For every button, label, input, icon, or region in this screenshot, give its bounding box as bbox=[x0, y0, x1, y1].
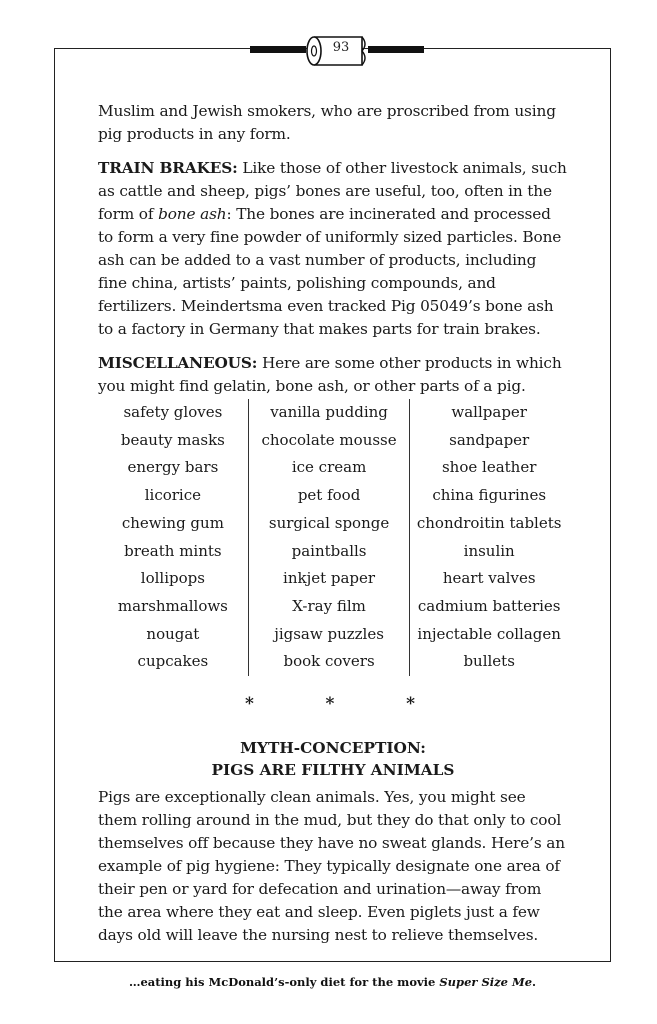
product-item: cupcakes bbox=[137, 652, 209, 671]
section-separator bbox=[245, 694, 415, 714]
product-item: book covers bbox=[283, 652, 375, 671]
products-column-2 bbox=[249, 399, 411, 676]
product-item: breath mints bbox=[124, 541, 222, 560]
product-item: sandpaper bbox=[449, 430, 530, 449]
myth-heading-line-2: PIGS ARE FILTHY ANIMALS bbox=[211, 761, 455, 779]
asterisk: * bbox=[245, 694, 254, 714]
myth-paragraph: Pigs are exceptionally clean animals. Yes, you might see them rolling around in the mud, but they do that only to cool themselves off because they have no sweat glands. Here’s an example of pig hygiene: They typically designate one area of their pen or yard for defecation and urination—away from the area where they eat and sleep. Even piglets just a few days old will leave the nursing nest to relieve themselves. bbox=[98, 788, 565, 944]
header-rule-right bbox=[368, 46, 424, 53]
product-item: nougat bbox=[146, 624, 200, 643]
intro-paragraph: Muslim and Jewish smokers, who are proscribed from using pig products in any form. bbox=[98, 102, 556, 143]
product-item: china figurines bbox=[432, 486, 547, 505]
train-brakes-heading: TRAIN BRAKES: bbox=[98, 159, 238, 177]
train-brakes-paragraph bbox=[98, 157, 568, 341]
product-item: ice cream bbox=[291, 458, 367, 477]
product-item: cadmium batteries bbox=[417, 596, 561, 615]
product-item: inkjet paper bbox=[283, 569, 376, 588]
footer-movie-title: Super Size Me bbox=[439, 975, 533, 989]
bone-ash-term: bone ash bbox=[158, 205, 227, 223]
product-item: insulin bbox=[463, 541, 515, 560]
product-item: chewing gum bbox=[121, 513, 224, 532]
miscellaneous-paragraph bbox=[98, 352, 568, 398]
product-item: pet food bbox=[297, 486, 361, 505]
header-rule-left bbox=[250, 46, 306, 53]
product-item: surgical sponge bbox=[268, 513, 390, 532]
product-item: paintballs bbox=[291, 541, 367, 560]
page-footer bbox=[54, 975, 611, 989]
myth-heading bbox=[98, 737, 568, 781]
footer-period: . bbox=[532, 975, 537, 989]
products-table bbox=[98, 399, 568, 676]
products-column-1 bbox=[98, 399, 249, 676]
product-item: wallpaper bbox=[451, 403, 527, 421]
product-item: X-ray film bbox=[292, 596, 366, 615]
product-item: vanilla pudding bbox=[270, 403, 388, 421]
product-item: injectable collagen bbox=[417, 624, 561, 643]
product-item: beauty masks bbox=[120, 430, 225, 449]
product-item: lollipops bbox=[140, 569, 205, 588]
product-item: jigsaw puzzles bbox=[274, 624, 384, 643]
product-item: chondroitin tablets bbox=[416, 513, 562, 532]
miscellaneous-text: Here are some other products in which you might find gelatin, bone ash, or other parts of a pig. bbox=[98, 354, 562, 395]
asterisk: * bbox=[406, 694, 415, 714]
page-number: 93 bbox=[332, 40, 350, 55]
footer-text: …eating his McDonald’s-only diet for the movie bbox=[128, 975, 440, 989]
train-brakes-text-end: : The bones are incinerated and processed to form a very fine powder of uniformly sized particles. Bone ash can be added to a vast number of products, including fine china, artists’ paints, polishing compounds, and fertilizers. Meindertsma even tracked Pig 05049’s bone ash to a factory in Germany that makes parts for train brakes. bbox=[98, 205, 562, 338]
asterisk: * bbox=[325, 694, 335, 714]
product-item: safety gloves bbox=[123, 403, 223, 421]
product-item: marshmallows bbox=[117, 596, 228, 615]
product-item: heart valves bbox=[442, 569, 536, 588]
product-item: bullets bbox=[463, 652, 515, 671]
article-body bbox=[98, 100, 568, 409]
myth-heading-line-1: MYTH-CONCEPTION: bbox=[240, 739, 426, 757]
product-item: chocolate mousse bbox=[261, 430, 397, 449]
miscellaneous-heading: MISCELLANEOUS: bbox=[98, 354, 258, 372]
product-item: energy bars bbox=[127, 458, 219, 477]
product-item: shoe leather bbox=[441, 458, 537, 477]
train-brakes-text: Like those of other livestock animals, such as cattle and sheep, pigs’ bones are useful, too, often in the form of bbox=[98, 159, 567, 223]
product-item: licorice bbox=[144, 486, 202, 505]
products-column-3 bbox=[410, 399, 568, 676]
